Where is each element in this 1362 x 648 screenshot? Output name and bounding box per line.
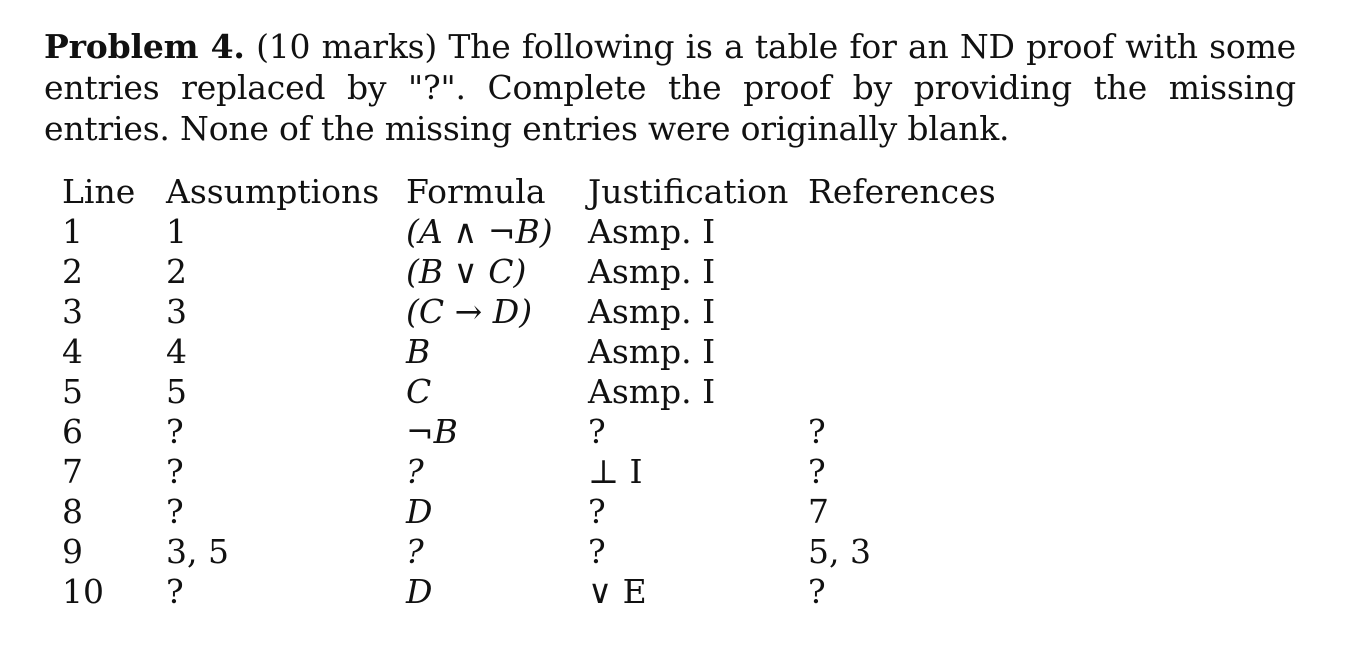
- cell-line: 5: [62, 372, 83, 411]
- cell-line: 4: [62, 332, 83, 371]
- cell-justification: ?: [588, 412, 606, 451]
- cell-justification: ∨ E: [588, 572, 647, 611]
- cell-line: 2: [62, 252, 83, 291]
- cell-line: 10: [62, 572, 104, 611]
- cell-references: ?: [808, 572, 826, 611]
- cell-formula: (B ∨ C): [406, 252, 527, 291]
- cell-justification: ?: [588, 532, 606, 571]
- cell-assumptions: 3: [166, 292, 187, 331]
- cell-justification: Asmp. I: [588, 372, 716, 411]
- cell-references: [808, 292, 1010, 332]
- cell-formula: (C → D): [406, 292, 533, 331]
- cell-references: ?: [808, 452, 826, 491]
- cell-references: 7: [808, 492, 829, 531]
- cell-formula: D: [406, 572, 433, 611]
- cell-line: 7: [62, 452, 83, 491]
- cell-assumptions: ?: [166, 492, 184, 531]
- cell-references: [808, 252, 1010, 292]
- table-row: [62, 252, 1010, 292]
- cell-assumptions: ?: [166, 572, 184, 611]
- header-formula: Formula: [406, 172, 546, 211]
- cell-justification: ?: [588, 492, 606, 531]
- table-row: [62, 492, 1010, 532]
- header-line: Line: [62, 172, 136, 211]
- cell-line: 6: [62, 412, 83, 451]
- cell-justification: Asmp. I: [588, 332, 716, 371]
- table-row: [62, 332, 1010, 372]
- cell-line: 9: [62, 532, 83, 571]
- cell-formula: C: [406, 372, 432, 411]
- cell-formula: ¬B: [406, 412, 458, 451]
- cell-references: 5, 3: [808, 532, 871, 571]
- cell-assumptions: 2: [166, 252, 187, 291]
- header-justification: Justification: [588, 172, 789, 211]
- header-references: References: [808, 172, 996, 211]
- table-row: [62, 372, 1010, 412]
- cell-justification: Asmp. I: [588, 252, 716, 291]
- cell-line: 1: [62, 212, 83, 251]
- cell-formula: B: [406, 332, 431, 371]
- problem-label: Problem 4.: [44, 27, 245, 66]
- problem-text: (10 marks) The following is a table for an ND proof with some entries replaced by "?". Complete the proof by providing the missing entries. None of the missing entries were originally blank.: [44, 27, 1296, 148]
- cell-formula: D: [406, 492, 433, 531]
- cell-justification: Asmp. I: [588, 212, 716, 251]
- cell-line: 3: [62, 292, 83, 331]
- table-row: [62, 292, 1010, 332]
- cell-formula: ?: [406, 532, 424, 571]
- cell-assumptions: 4: [166, 332, 187, 371]
- cell-references: [808, 332, 1010, 372]
- cell-references: [808, 372, 1010, 412]
- table-row: [62, 532, 1010, 572]
- header-assumptions: Assumptions: [166, 172, 380, 211]
- cell-assumptions: ?: [166, 452, 184, 491]
- cell-references: [808, 212, 1010, 252]
- table-row: [62, 572, 1010, 612]
- table-row: [62, 452, 1010, 492]
- cell-assumptions: ?: [166, 412, 184, 451]
- table-row: [62, 212, 1010, 252]
- cell-justification: ⊥ I: [588, 452, 643, 491]
- cell-assumptions: 5: [166, 372, 187, 411]
- problem-statement: [44, 26, 1296, 149]
- table-row: [62, 412, 1010, 452]
- proof-table: [62, 172, 1010, 612]
- cell-assumptions: 3, 5: [166, 532, 229, 571]
- cell-formula: (A ∧ ¬B): [406, 212, 553, 251]
- cell-justification: Asmp. I: [588, 292, 716, 331]
- cell-formula: ?: [406, 452, 424, 491]
- cell-assumptions: 1: [166, 212, 187, 251]
- cell-line: 8: [62, 492, 83, 531]
- cell-references: ?: [808, 412, 826, 451]
- proof-table-header: [62, 172, 1010, 212]
